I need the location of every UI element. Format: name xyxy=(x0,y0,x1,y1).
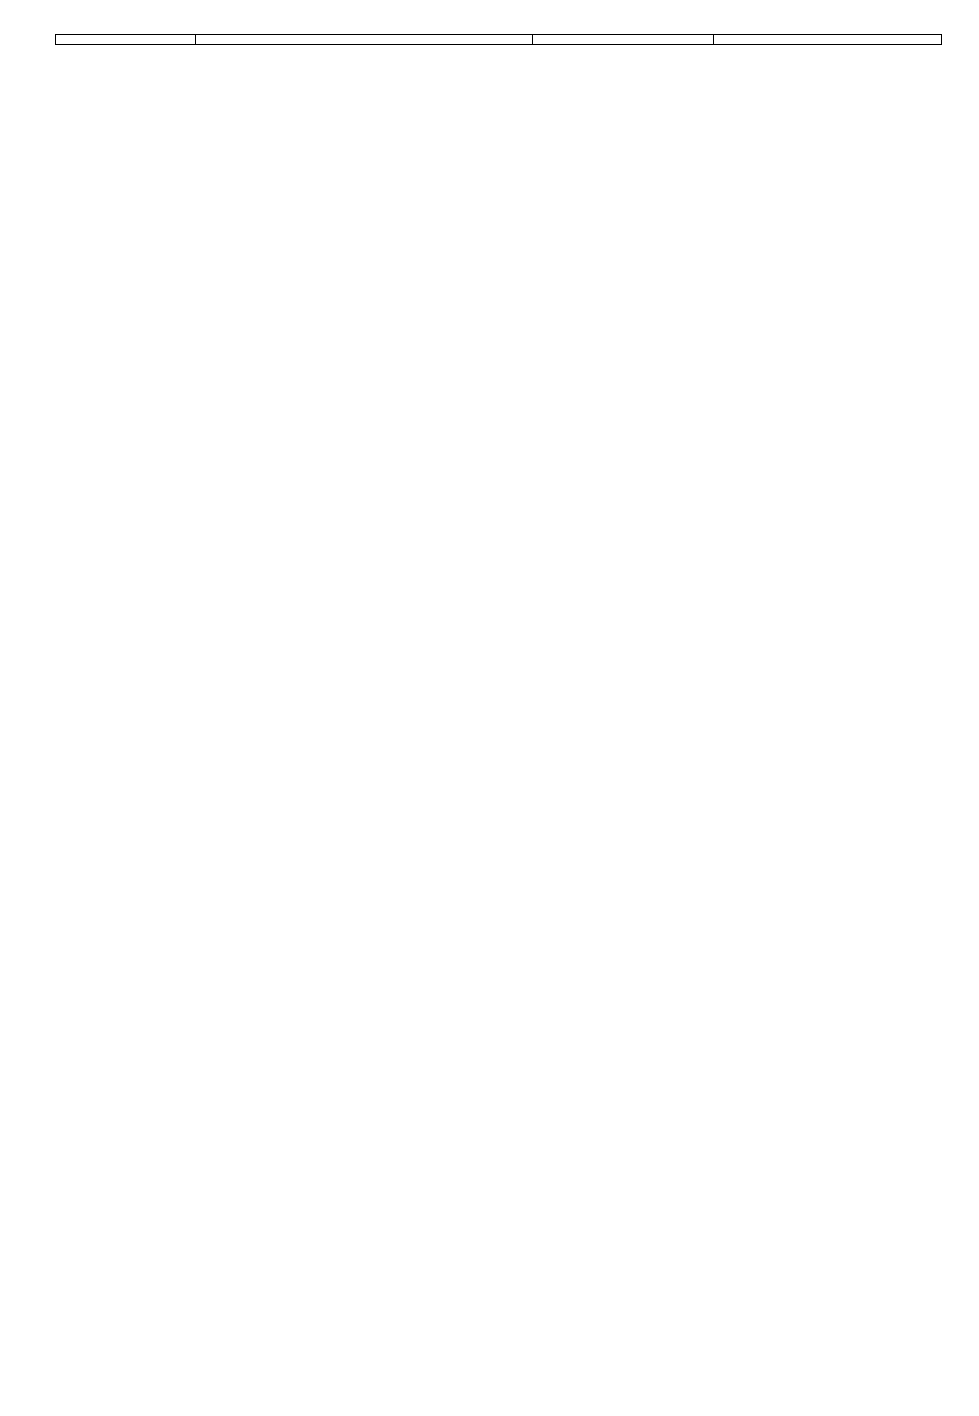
table-row xyxy=(56,35,942,45)
table-top-partial xyxy=(55,34,942,45)
